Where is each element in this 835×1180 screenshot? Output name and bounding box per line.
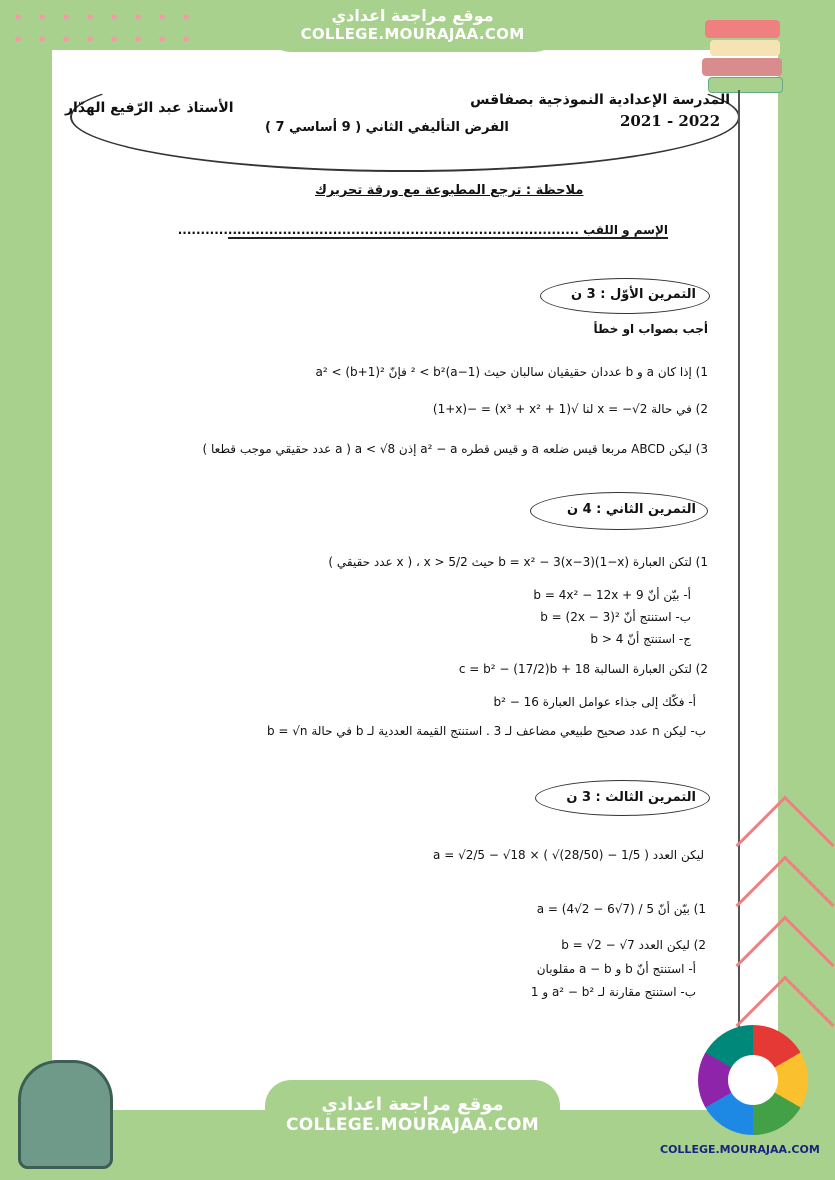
backpack-icon [18,1060,113,1169]
site-banner-top[interactable] [265,0,560,52]
name-field[interactable]: الإسم و اللقب ........................................................................................ [177,223,668,237]
margin-line [738,90,740,1090]
ex1-item: 1) إذا كان a و b عددان حقيقيان سالبان حيث (a−1)² < b² فإنّ a² < (b+1)² [315,365,708,379]
site-banner-bottom[interactable] [265,1080,560,1180]
ex2-item: 1) لتكن العبارة b = x² − 3(x−3)(1−x) حيث x > 5/2 ، ( x عدد حقيقي ) [328,555,708,569]
ex3-item: 1) بيّن أنّ a = (4√2 − 6√7) / 5 [536,902,706,916]
ex3-title: التمرين الثالث : 3 ن [566,790,696,805]
ex2-item: أ- فكّك إلى جذاء عوامل العبارة b² − 16 [493,695,696,709]
ex1-instruction: أجب بصواب او خطأ [593,322,708,336]
note: ملاحظة : ترجع المطبوعة مع ورقة تحريرك [315,183,584,198]
banner-site[interactable]: COLLEGE.MOURAJAA.COM [300,25,525,43]
banner-site[interactable]: COLLEGE.MOURAJAA.COM [286,1115,539,1135]
banner-arabic: موقع مراجعة اعدادي [321,1094,504,1115]
ex1-item: 2) في حالة x = −√2 لنا √(x³ + x² + 1) = −(1+x) [432,402,708,416]
ex1-item: 3) ليكن ABCD مربعا قيس ضلعه a و قيس قطره a² − a إذن a < √8 ( a عدد حقيقي موجب قطعا ) [202,442,708,456]
ex3-item: ب- استنتج مقارنة لـ a² − b² و 1 [530,985,696,999]
ex2-item: أ- بيّن أنّ b = 4x² − 12x + 9 [533,588,691,602]
ex2-item: 2) لتكن العبارة السالبة c = b² − (17/2)b + 18 [458,662,708,676]
logo-site-text[interactable]: COLLEGE.MOURAJAA.COM [660,1143,820,1156]
exam-title: الفرض التأليفي الثاني ( 9 أساسي 7 ) [265,120,509,135]
banner-arabic: موقع مراجعة اعدادي [331,6,494,25]
ex2-item: ب- استنتج أنّ b = (2x − 3)² [540,610,691,624]
ex2-item: ج- استنتج أنّ b > 4 [590,632,691,646]
ex3-item: أ- استنتج أنّ b و a − b مقلوبان [536,962,696,976]
site-logo-icon [698,1025,808,1135]
decorative-dots [6,6,196,56]
ex2-item: ب- ليكن n عدد صحيح طبيعي مضاعف لـ 3 . استنتج القيمة العددية لـ b في حالة b = √n [266,724,706,738]
ex1-title: التمرين الأوّل : 3 ن [571,287,696,302]
teacher-name: الأستاذ عبد الرّفيع الهدّار [65,100,234,116]
school-name: المدرسة الإعدادية النموذجية بصفاقس [470,92,730,108]
ex3-item: 2) ليكن العدد b = √2 − √7 [561,938,706,952]
school-year: 2021 - 2022 [620,112,721,130]
ex3-item: ليكن العدد a = √2/5 − √18 × ( √(28/50) − 1/5 ) [433,848,704,862]
ex2-title: التمرين الثاني : 4 ن [566,502,696,517]
books-icon [700,15,790,95]
